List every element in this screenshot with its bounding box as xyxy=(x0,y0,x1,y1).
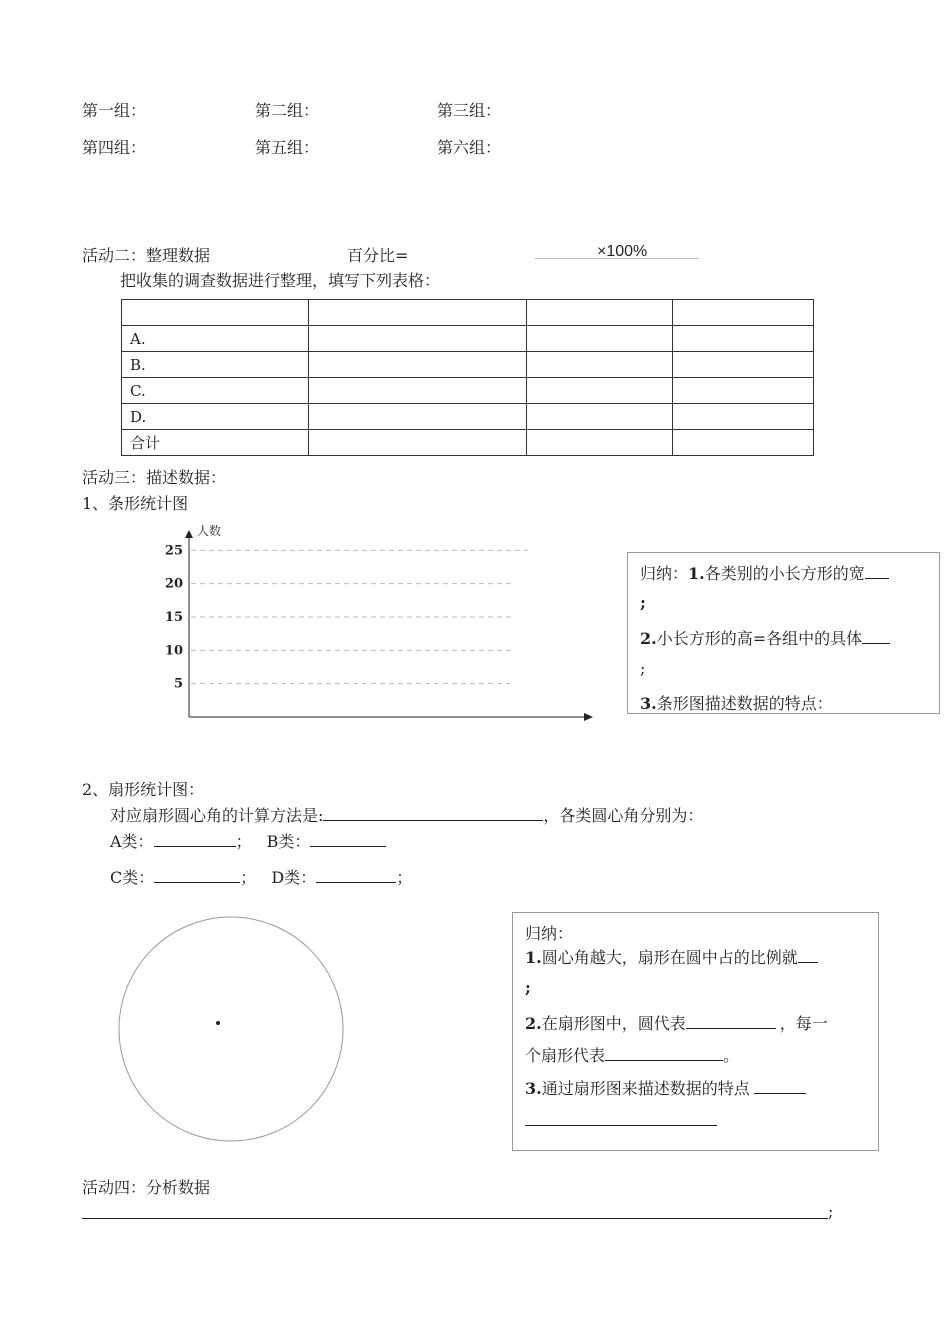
table-row xyxy=(122,300,814,326)
table-row xyxy=(122,352,814,378)
table-cell xyxy=(309,326,527,352)
blank xyxy=(525,1125,717,1126)
row-label: B. xyxy=(122,352,309,378)
blank-pie-circle xyxy=(115,912,351,1148)
group-2-label: 第二组： xyxy=(255,101,320,120)
group-6-label: 第六组： xyxy=(437,138,502,157)
central-angle-method: 对应扇形圆心角的计算方法是: ，各类圆心角分别为： xyxy=(110,806,704,825)
group-5-label: 第五组： xyxy=(255,138,320,157)
percent-suffix: ×100% xyxy=(597,243,648,260)
row-label: D. xyxy=(122,404,309,430)
table-cell xyxy=(527,430,673,456)
y-axis-arrow-icon xyxy=(185,530,193,538)
blank xyxy=(605,1044,723,1061)
summary2-title: 归纳： xyxy=(525,924,574,943)
table-cell xyxy=(673,430,814,456)
table-cell xyxy=(527,378,673,404)
blank xyxy=(310,830,386,847)
blank xyxy=(154,866,240,883)
y-tick-label: 25 xyxy=(164,543,183,559)
row-label: 合计 xyxy=(122,430,309,456)
row-label: A. xyxy=(122,326,309,352)
blank xyxy=(323,804,543,821)
activity2-title: 活动二：整理数据 xyxy=(82,246,211,265)
group-4-label: 第四组： xyxy=(82,138,147,157)
y-tick-label: 10 xyxy=(164,643,183,659)
row-label: C. xyxy=(122,378,309,404)
summary-box-bar: 归纳：1.各类别的小长方形的宽 ; 2.小长方形的高=各组中的具体 ; 3.条形图描述数据的特点： xyxy=(627,552,940,714)
y-tick-label: 15 xyxy=(164,610,183,625)
answer-line xyxy=(82,1218,828,1219)
y-tick-label: 5 xyxy=(173,676,183,692)
group-3-label: 第三组： xyxy=(437,101,502,120)
summary1-line3: 3.条形图描述数据的特点： xyxy=(640,694,833,713)
angles-cd: C类： ； D类： ； xyxy=(110,868,413,887)
blank xyxy=(686,1012,776,1029)
table-row xyxy=(122,378,814,404)
summary2-line2: 2.在扇形图中，圆代表 ，每一 xyxy=(525,1014,828,1033)
pie-chart-title: 2、扇形统计图： xyxy=(82,780,205,799)
summary2-line4: 3.通过扇形图来描述数据的特点 xyxy=(525,1076,806,1099)
percent-label: 百分比= xyxy=(347,246,409,265)
summary1-line1: 归纳：1.各类别的小长方形的宽 xyxy=(640,561,889,584)
blank xyxy=(865,562,889,579)
blank xyxy=(798,946,818,963)
table-cell xyxy=(527,352,673,378)
activity4-title: 活动四：分析数据 xyxy=(82,1178,211,1197)
table-cell xyxy=(527,300,673,326)
blank xyxy=(154,830,236,847)
table-cell xyxy=(527,404,673,430)
group-1-label: 第一组： xyxy=(82,101,147,120)
x-axis-arrow-icon xyxy=(584,713,593,721)
table-cell xyxy=(527,326,673,352)
table-row xyxy=(122,404,814,430)
summary1-line2: 2.小长方形的高=各组中的具体 xyxy=(640,626,890,649)
table-row xyxy=(122,326,814,352)
activity4-end: ; xyxy=(828,1202,834,1221)
table-cell xyxy=(309,300,527,326)
bar-chart-title: 1、条形统计图 xyxy=(82,494,189,513)
table-cell xyxy=(309,378,527,404)
table-cell xyxy=(673,378,814,404)
blank xyxy=(316,866,396,883)
table-cell xyxy=(309,352,527,378)
table-cell xyxy=(673,326,814,352)
data-table xyxy=(121,299,814,456)
bar-chart xyxy=(150,515,610,730)
y-tick-label: 20 xyxy=(164,576,183,592)
summary-box-pie: 归纳： 1.圆心角越大，扇形在圆中占的比例就 ; 2.在扇形图中，圆代表 ，每一 个扇形代表 。 3.通过扇形图来描述数据的特点 xyxy=(512,912,879,1151)
table-row xyxy=(122,430,814,456)
angles-ab: A类： ； B类： xyxy=(110,829,386,852)
blank xyxy=(754,1077,806,1094)
activity3-title: 活动三：描述数据： xyxy=(82,468,227,487)
summary2-line1: 1.圆心角越大，扇形在圆中占的比例就 xyxy=(525,945,818,968)
table-cell xyxy=(673,404,814,430)
activity2-instruction: 把收集的调查数据进行整理，填写下列表格： xyxy=(120,271,441,290)
blank xyxy=(862,627,890,644)
row-label xyxy=(122,300,309,326)
table-cell xyxy=(673,352,814,378)
table-cell xyxy=(673,300,814,326)
table-cell xyxy=(309,404,527,430)
table-cell xyxy=(309,430,527,456)
summary2-line3: 个扇形代表 。 xyxy=(525,1046,740,1065)
y-axis-label: 人数 xyxy=(197,524,222,538)
circle-center-dot xyxy=(216,1021,220,1025)
